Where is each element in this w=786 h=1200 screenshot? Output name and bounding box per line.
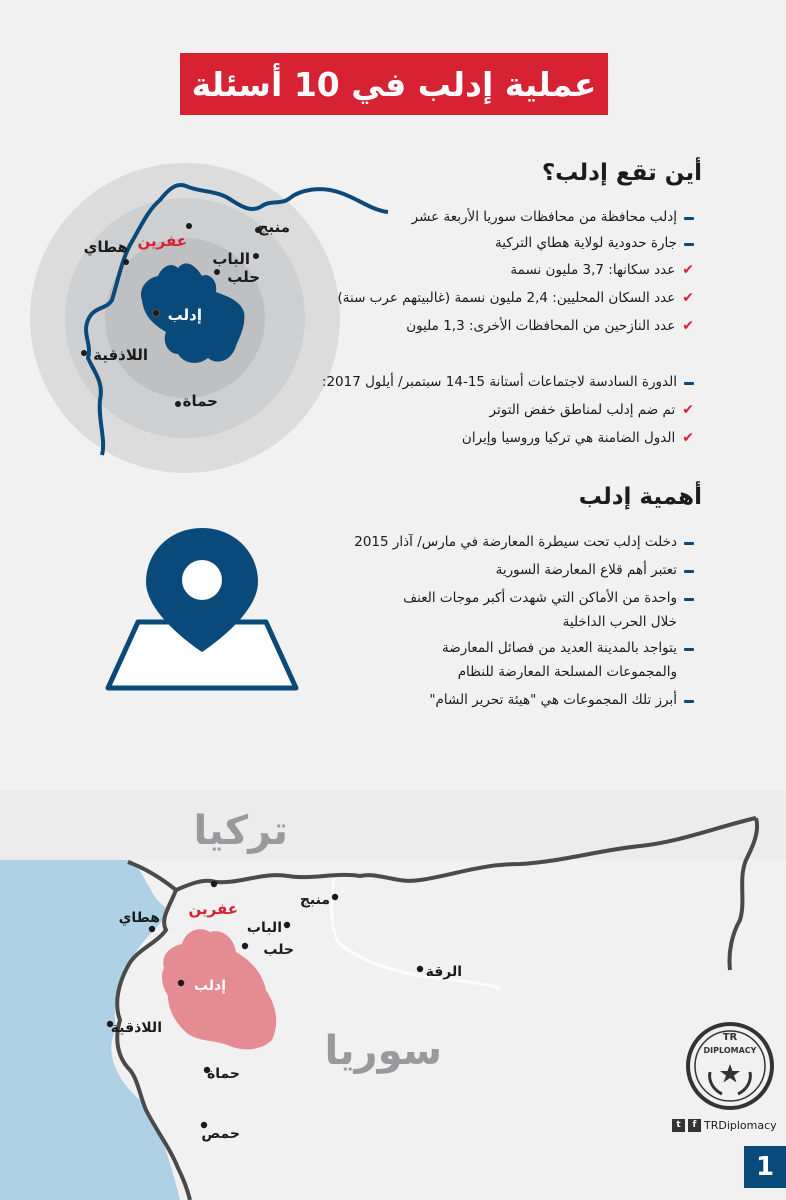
- check-icon: ✔: [682, 262, 694, 278]
- label-hatay: هطاي: [118, 910, 160, 926]
- social-handle-bar: [672, 1115, 782, 1135]
- importance-bullets: [294, 530, 694, 720]
- check-icon: ✔: [682, 402, 694, 418]
- dash-icon: [684, 243, 694, 246]
- twitter-icon[interactable]: t: [672, 1119, 685, 1132]
- dash-icon: [684, 570, 694, 573]
- where-bullet: الدورة السادسة لاجتماعات أستانة 15-14 سبتمبر/ أيلول 2017:: [322, 370, 694, 394]
- importance-bullet: تعتبر أهم قلاع المعارضة السورية: [496, 558, 694, 582]
- where-bullet: ✔ عدد السكان المحليين: 2,4 مليون نسمة (غالبيتهم عرب سنة): [337, 286, 694, 310]
- label-al-bab: الباب: [212, 250, 250, 268]
- where-bullet: ✔ الدول الضامنة هي تركيا وروسيا وإيران: [462, 426, 694, 450]
- page-title-text: عملية إدلب في 10 أسئلة: [191, 64, 597, 104]
- tr-diplomacy-logo: [682, 1020, 778, 1112]
- check-icon: ✔: [682, 290, 694, 306]
- label-hama: حماة: [207, 1066, 240, 1082]
- dot-latakia: [81, 350, 87, 356]
- logo-star-icon: [720, 1064, 740, 1083]
- label-al-bab: الباب: [246, 920, 282, 936]
- label-aleppo: حلب: [263, 942, 294, 958]
- label-syria: سوريا: [324, 1028, 442, 1074]
- logo-ring-text: DIPLOMACY: [703, 1046, 757, 1055]
- label-manbij: منبج: [299, 892, 330, 908]
- check-icon: ✔: [682, 318, 694, 334]
- dash-icon: [684, 217, 694, 220]
- dash-icon: [684, 382, 694, 385]
- label-idlib: إدلب: [193, 978, 226, 994]
- dash-icon: [684, 700, 694, 703]
- euphrates-river: [332, 878, 501, 988]
- label-homs: حمص: [201, 1126, 240, 1142]
- where-bullet: ✔ عدد النازحين من المحافظات الأخرى: 1,3 مليون: [406, 314, 694, 338]
- label-afrin: عفرين: [137, 232, 187, 250]
- where-bullet: ✔ عدد سكانها: 3,7 مليون نسمة: [510, 258, 694, 282]
- facebook-icon[interactable]: f: [688, 1119, 701, 1132]
- dot-aleppo: [214, 269, 220, 275]
- where-bullet: إدلب محافظة من محافظات سوريا الأربعة عشر: [412, 205, 694, 229]
- label-hatay: هطاي: [83, 238, 128, 256]
- importance-bullet: أبرز تلك المجموعات هي "هيئة تحرير الشام": [429, 688, 694, 712]
- label-afrin: عفرين: [188, 900, 238, 918]
- social-handle: TRDiplomacy: [704, 1118, 777, 1132]
- importance-bullet: دخلت إدلب تحت سيطرة المعارضة في مارس/ آذار 2015: [354, 530, 694, 554]
- page-title: [180, 53, 608, 115]
- dash-icon: [684, 648, 694, 651]
- check-icon: ✔: [682, 430, 694, 446]
- dot-idlib: [153, 310, 160, 317]
- where-bullets: [254, 200, 694, 460]
- dot-hama: [175, 401, 181, 407]
- page-number-badge: [744, 1146, 786, 1188]
- dash-icon: [684, 542, 694, 545]
- where-bullet: ✔ تم ضم إدلب لمناطق خفض التوتر: [490, 398, 694, 422]
- label-manbij: منبج: [257, 218, 290, 236]
- importance-heading: أهمية إدلب: [578, 484, 702, 510]
- syria-region-map: [0, 790, 786, 1200]
- label-raqqa: الرقة: [425, 964, 462, 980]
- label-latakia: اللاذقية: [110, 1020, 162, 1036]
- map-pin-icon: [104, 524, 300, 692]
- label-turkey: تركيا: [193, 808, 288, 854]
- logo-tr: TR: [722, 1032, 738, 1043]
- where-heading: أين تقع إدلب؟: [541, 160, 702, 186]
- label-idlib: إدلب: [167, 306, 202, 324]
- dash-icon: [684, 598, 694, 601]
- page-number: 1: [755, 1152, 775, 1182]
- importance-bullet: واحدة من الأماكن التي شهدت أكبر موجات العنف خلال الحرب الداخلية: [382, 586, 694, 634]
- importance-bullet: يتواجد بالمدينة العديد من فصائل المعارضة والمجموعات المسلحة المعارضة للنظام: [374, 636, 694, 684]
- label-hama: حماة: [182, 392, 218, 410]
- where-bullet: جارة حدودية لولاية هطاي التركية: [495, 231, 694, 255]
- dot-hatay: [123, 259, 129, 265]
- label-aleppo: حلب: [227, 268, 260, 286]
- label-latakia: اللاذقية: [93, 346, 148, 364]
- dot-afrin: [186, 223, 192, 229]
